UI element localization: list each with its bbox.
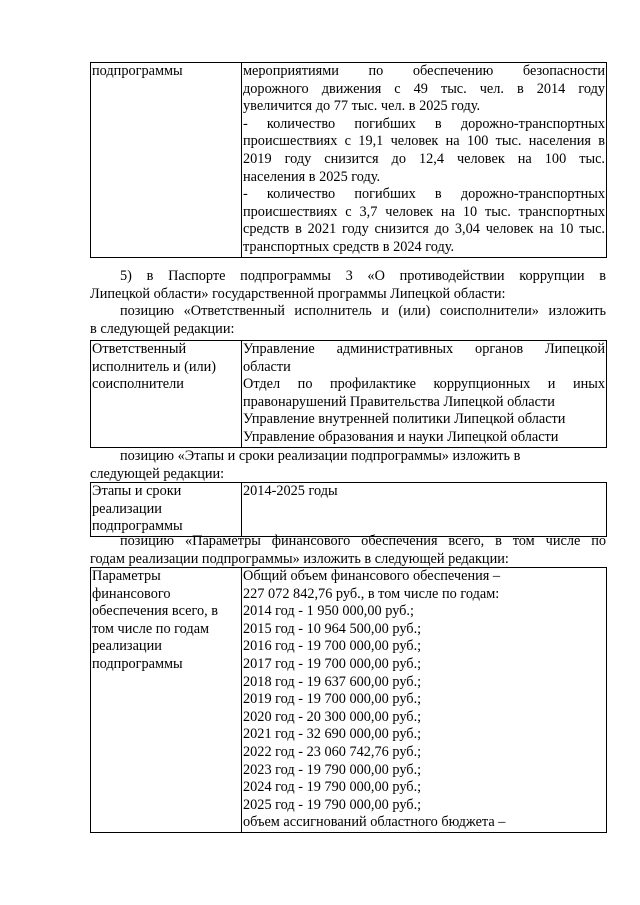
text-line: 2017 год - 19 700 000,00 руб.; xyxy=(243,655,422,672)
table-finance xyxy=(90,567,607,833)
text-line: Параметры xyxy=(92,568,161,584)
text-line: подпрограммы xyxy=(92,655,183,672)
text-line: соисполнители xyxy=(92,376,184,393)
table-row xyxy=(91,483,607,537)
row-label xyxy=(91,341,242,448)
text-line: 2014 год - 1 950 000,00 руб.; xyxy=(243,603,414,620)
text-line: 2021 год - 32 690 000,00 руб.; xyxy=(243,726,422,743)
text-line: Управление административных органов Липецкой xyxy=(243,341,605,357)
row-label-text xyxy=(92,483,240,536)
text-line: 227 072 842,76 руб., в том числе по годам: xyxy=(243,585,500,602)
text-line: реализации xyxy=(92,500,162,517)
text-line: исполнитель и (или) xyxy=(92,358,217,375)
row-value xyxy=(242,63,607,258)
paragraph-finance xyxy=(90,533,606,568)
stages-value: 2014-2025 годы xyxy=(243,483,338,499)
table-row xyxy=(91,341,607,448)
row-label xyxy=(91,483,242,537)
text-line: Общий объем финансового обеспечения – xyxy=(243,568,501,584)
table-row xyxy=(91,568,607,833)
text-line: 2020 год - 20 300 000,00 руб.; xyxy=(243,708,422,725)
text-line: населения в 2025 году. xyxy=(243,168,381,185)
row-value xyxy=(242,483,607,537)
text-line: Ответственный xyxy=(92,341,187,357)
text-line: дорожного движения с 49 тыс. чел. в 2014 году xyxy=(243,80,605,97)
executor-lines xyxy=(243,341,605,447)
text-line: мероприятиями по обеспечению безопасности xyxy=(243,63,605,79)
row-label-text xyxy=(92,568,240,674)
text-line: Этапы и сроки xyxy=(92,483,182,499)
indicator-lines xyxy=(243,63,605,257)
text-line: 2016 год - 19 700 000,00 руб.; xyxy=(243,638,422,655)
table-stages xyxy=(90,482,607,537)
row-label-text xyxy=(92,341,240,394)
text-line: транспортных средств в 2024 году. xyxy=(243,238,455,255)
text-line: 2022 год - 23 060 742,76 руб.; xyxy=(243,743,422,760)
paragraph-line: в следующей редакции: xyxy=(90,320,235,337)
text-line: том числе по годам xyxy=(92,620,210,637)
text-line: Отдел по профилактике коррупционных и иных xyxy=(243,376,605,393)
text-line: происшествиях с 19,1 человек на 100 тыс. населения в xyxy=(243,133,605,150)
paragraph-line: следующей редакции: xyxy=(90,465,225,482)
text-line: области xyxy=(243,358,291,375)
text-line: обеспечения всего, в xyxy=(92,603,218,620)
table-subprogram-indicators xyxy=(90,62,607,258)
paragraph-line: позицию «Параметры финансового обеспечения всего, в том числе по xyxy=(120,533,606,549)
text-line: происшествиях с 3,7 человек на 10 тыс. транспортных xyxy=(243,203,605,220)
row-label xyxy=(91,568,242,833)
table-row xyxy=(91,63,607,258)
paragraph-stages xyxy=(90,448,606,483)
paragraph-line: Липецкой области» государственной программы Липецкой области: xyxy=(90,285,506,302)
text-line: финансового xyxy=(92,585,171,602)
table-responsible-executors xyxy=(90,340,607,448)
text-line: 2023 год - 19 790 000,00 руб.; xyxy=(243,761,422,778)
text-line: - количество погибших в дорожно-транспортных xyxy=(243,115,605,132)
paragraph-line: позицию «Ответственный исполнитель и (или) соисполнители» изложить xyxy=(120,303,606,320)
text-line: объем ассигнований областного бюджета – xyxy=(243,814,506,831)
paragraph-line: 5) в Паспорте подпрограммы 3 «О противодействии коррупции в xyxy=(120,268,606,284)
text-line: 2025 год - 19 790 000,00 руб.; xyxy=(243,796,422,813)
row-label-text: подпрограммы xyxy=(92,63,183,79)
text-line: 2019 год - 19 700 000,00 руб.; xyxy=(243,691,422,708)
text-line: Управление образования и науки Липецкой области xyxy=(243,428,559,445)
text-line: 2015 год - 10 964 500,00 руб.; xyxy=(243,620,422,637)
text-line: 2018 год - 19 637 600,00 руб.; xyxy=(243,673,422,690)
row-value xyxy=(242,341,607,448)
row-value xyxy=(242,568,607,833)
text-line: Управление внутренней политики Липецкой области xyxy=(243,411,566,428)
text-line: средств в 2021 году снизится до 3,04 человек на 10 тыс. xyxy=(243,221,605,238)
finance-lines xyxy=(243,568,605,832)
text-line: - количество погибших в дорожно-транспортных xyxy=(243,186,605,203)
paragraph-line: позицию «Этапы и сроки реализации подпрограммы» изложить в xyxy=(120,448,521,464)
text-line: правонарушений Правительства Липецкой области xyxy=(243,393,555,410)
paragraph-5 xyxy=(90,268,606,338)
text-line: подпрограммы xyxy=(92,518,183,535)
text-line: 2019 году снизится до 12,4 человек на 100 тыс. xyxy=(243,150,605,167)
row-label xyxy=(91,63,242,258)
paragraph-line: годам реализации подпрограммы» изложить в следующей редакции: xyxy=(90,550,509,567)
text-line: реализации xyxy=(92,638,162,655)
text-line: 2024 год - 19 790 000,00 руб.; xyxy=(243,779,422,796)
text-line: увеличится до 77 тыс. чел. в 2025 году. xyxy=(243,98,481,115)
